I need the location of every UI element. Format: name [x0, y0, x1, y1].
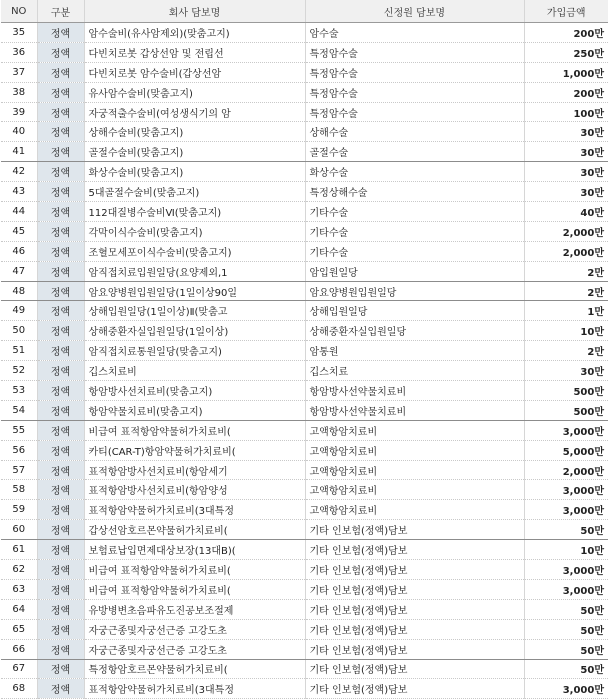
- row-kcis-coverage: 기타 인보험(정액)담보: [305, 619, 524, 639]
- row-kcis-coverage: 기타 인보험(정액)담보: [305, 639, 524, 659]
- table-row: [1, 42, 608, 62]
- row-company-coverage: 비급여 표적항암약물허가치료비(: [84, 579, 305, 599]
- row-amount: 1만: [524, 301, 608, 321]
- row-no: 35: [1, 23, 37, 43]
- row-company-coverage: 각막이식수술비(맞춤고지): [84, 221, 305, 241]
- row-type: 정액: [37, 142, 84, 162]
- row-company-coverage: 유방병변초음파유도진공보조절제: [84, 599, 305, 619]
- row-company-coverage: 항암약물치료비(맞춤고지): [84, 400, 305, 420]
- row-company-coverage: 보험료납입면제대상보장(13대B)(: [84, 540, 305, 560]
- row-kcis-coverage: 깁스치료: [305, 361, 524, 381]
- row-amount: 250만: [524, 42, 608, 62]
- row-kcis-coverage: 기타 인보험(정액)담보: [305, 599, 524, 619]
- row-kcis-coverage: 암통원: [305, 341, 524, 361]
- row-type: 정액: [37, 500, 84, 520]
- row-no: 47: [1, 261, 37, 281]
- row-company-coverage: 비급여 표적항암약물허가치료비(: [84, 420, 305, 440]
- row-amount: 3,000만: [524, 500, 608, 520]
- table-row: [1, 221, 608, 241]
- row-no: 42: [1, 162, 37, 182]
- row-no: 62: [1, 560, 37, 580]
- row-no: 66: [1, 639, 37, 659]
- row-kcis-coverage: 화상수술: [305, 162, 524, 182]
- row-company-coverage: 카티(CAR-T)항암약물허가치료비(: [84, 440, 305, 460]
- row-amount: 3,000만: [524, 579, 608, 599]
- row-no: 43: [1, 182, 37, 202]
- row-company-coverage: 항암방사선치료비(맞춤고지): [84, 381, 305, 401]
- row-kcis-coverage: 암수술: [305, 23, 524, 43]
- row-type: 정액: [37, 579, 84, 599]
- row-no: 63: [1, 579, 37, 599]
- row-amount: 2만: [524, 261, 608, 281]
- table-row: [1, 202, 608, 222]
- row-amount: 3,000만: [524, 560, 608, 580]
- row-company-coverage: 유사암수술비(맞춤고지): [84, 82, 305, 102]
- row-company-coverage: 다빈치로봇 암수술비(갑상선암: [84, 62, 305, 82]
- row-amount: 50만: [524, 520, 608, 540]
- row-company-coverage: 암직접치료통원일당(맞춤고지): [84, 341, 305, 361]
- table-row: [1, 23, 608, 43]
- table-row: [1, 241, 608, 261]
- row-company-coverage: 암요양병원입원일당(1일이상90일: [84, 281, 305, 301]
- row-company-coverage: 112대질병수술비Ⅵ(맞춤고지): [84, 202, 305, 222]
- row-amount: 2,000만: [524, 221, 608, 241]
- row-no: 56: [1, 440, 37, 460]
- row-amount: 40만: [524, 202, 608, 222]
- row-company-coverage: 표적항암방사선치료비(항암세기: [84, 460, 305, 480]
- row-kcis-coverage: 고액항암치료비: [305, 460, 524, 480]
- row-company-coverage: 골절수술비(맞춤고지): [84, 142, 305, 162]
- row-no: 49: [1, 301, 37, 321]
- row-no: 40: [1, 122, 37, 142]
- row-kcis-coverage: 특정암수술: [305, 82, 524, 102]
- row-kcis-coverage: 특정암수술: [305, 62, 524, 82]
- row-amount: 2만: [524, 341, 608, 361]
- row-type: 정액: [37, 241, 84, 261]
- row-type: 정액: [37, 281, 84, 301]
- row-amount: 50만: [524, 659, 608, 679]
- row-type: 정액: [37, 520, 84, 540]
- row-kcis-coverage: 기타수술: [305, 221, 524, 241]
- row-no: 55: [1, 420, 37, 440]
- row-type: 정액: [37, 639, 84, 659]
- row-amount: 50만: [524, 619, 608, 639]
- row-no: 37: [1, 62, 37, 82]
- row-kcis-coverage: 상해중환자실입원일당: [305, 321, 524, 341]
- row-company-coverage: 암직접치료입원일당(요양제외,1: [84, 261, 305, 281]
- table-row: [1, 560, 608, 580]
- row-company-coverage: 다빈치로봇 갑상선암 및 전립선: [84, 42, 305, 62]
- table-row: [1, 599, 608, 619]
- row-type: 정액: [37, 341, 84, 361]
- row-amount: 3,000만: [524, 480, 608, 500]
- row-type: 정액: [37, 162, 84, 182]
- table-row: [1, 261, 608, 281]
- row-kcis-coverage: 골절수술: [305, 142, 524, 162]
- row-no: 65: [1, 619, 37, 639]
- row-type: 정액: [37, 659, 84, 679]
- table-row: [1, 639, 608, 659]
- row-kcis-coverage: 특정암수술: [305, 102, 524, 122]
- row-no: 52: [1, 361, 37, 381]
- row-no: 50: [1, 321, 37, 341]
- row-type: 정액: [37, 62, 84, 82]
- header-amount: 가입금액: [524, 0, 608, 23]
- row-company-coverage: 화상수술비(맞춤고지): [84, 162, 305, 182]
- header-type: 구분: [37, 0, 84, 23]
- row-company-coverage: 비급여 표적항암약물허가치료비(: [84, 560, 305, 580]
- row-no: 68: [1, 679, 37, 699]
- row-company-coverage: 조혈모세포이식수술비(맞춤고지): [84, 241, 305, 261]
- row-amount: 3,000만: [524, 679, 608, 699]
- row-type: 정액: [37, 540, 84, 560]
- row-type: 정액: [37, 82, 84, 102]
- row-no: 46: [1, 241, 37, 261]
- table-row: [1, 420, 608, 440]
- table-header-row: [1, 0, 608, 23]
- row-kcis-coverage: 고액항암치료비: [305, 420, 524, 440]
- row-kcis-coverage: 기타 인보험(정액)담보: [305, 560, 524, 580]
- row-amount: 500만: [524, 381, 608, 401]
- row-no: 53: [1, 381, 37, 401]
- row-no: 61: [1, 540, 37, 560]
- row-type: 정액: [37, 321, 84, 341]
- row-company-coverage: 자궁근종및자궁선근증 고강도초: [84, 639, 305, 659]
- row-company-coverage: 갑상선암호르몬약물허가치료비(: [84, 520, 305, 540]
- row-amount: 3,000만: [524, 420, 608, 440]
- row-kcis-coverage: 항암방사선약물치료비: [305, 381, 524, 401]
- table-row: [1, 579, 608, 599]
- table-row: [1, 321, 608, 341]
- row-type: 정액: [37, 102, 84, 122]
- row-amount: 5,000만: [524, 440, 608, 460]
- row-kcis-coverage: 상해입원일당: [305, 301, 524, 321]
- row-type: 정액: [37, 202, 84, 222]
- row-company-coverage: 자궁근종및자궁선근증 고강도초: [84, 619, 305, 639]
- row-no: 44: [1, 202, 37, 222]
- row-company-coverage: 자궁적출수술비(여성생식기의 암: [84, 102, 305, 122]
- row-no: 45: [1, 221, 37, 241]
- row-kcis-coverage: 고액항암치료비: [305, 500, 524, 520]
- table-row: [1, 102, 608, 122]
- row-no: 48: [1, 281, 37, 301]
- row-type: 정액: [37, 182, 84, 202]
- header-no: NO: [1, 0, 37, 23]
- table-row: [1, 361, 608, 381]
- row-kcis-coverage: 특정암수술: [305, 42, 524, 62]
- row-type: 정액: [37, 460, 84, 480]
- table-row: [1, 520, 608, 540]
- row-type: 정액: [37, 440, 84, 460]
- row-kcis-coverage: 암입원일당: [305, 261, 524, 281]
- row-amount: 2만: [524, 281, 608, 301]
- row-no: 64: [1, 599, 37, 619]
- row-company-coverage: 표적항암약물허가치료비(3대특정: [84, 500, 305, 520]
- row-amount: 30만: [524, 162, 608, 182]
- row-amount: 50만: [524, 639, 608, 659]
- row-amount: 200만: [524, 82, 608, 102]
- row-no: 67: [1, 659, 37, 679]
- row-company-coverage: 상해입원일당(1일이상)Ⅱ(맞춤고: [84, 301, 305, 321]
- row-kcis-coverage: 기타 인보험(정액)담보: [305, 540, 524, 560]
- table-row: [1, 122, 608, 142]
- row-type: 정액: [37, 42, 84, 62]
- row-amount: 10만: [524, 321, 608, 341]
- row-type: 정액: [37, 261, 84, 281]
- row-amount: 30만: [524, 122, 608, 142]
- row-company-coverage: 상해중환자실입원일당(1일이상): [84, 321, 305, 341]
- table-row: [1, 500, 608, 520]
- table-row: [1, 480, 608, 500]
- table-row: [1, 82, 608, 102]
- row-no: 59: [1, 500, 37, 520]
- row-type: 정액: [37, 221, 84, 241]
- row-amount: 30만: [524, 182, 608, 202]
- row-kcis-coverage: 기타 인보험(정액)담보: [305, 520, 524, 540]
- row-type: 정액: [37, 619, 84, 639]
- row-kcis-coverage: 고액항암치료비: [305, 440, 524, 460]
- row-no: 57: [1, 460, 37, 480]
- header-company-coverage: 회사 담보명: [84, 0, 305, 23]
- table-row: [1, 182, 608, 202]
- row-type: 정액: [37, 301, 84, 321]
- header-kcis-coverage: 신정원 담보명: [305, 0, 524, 23]
- row-kcis-coverage: 기타수술: [305, 241, 524, 261]
- row-kcis-coverage: 기타 인보험(정액)담보: [305, 679, 524, 699]
- row-type: 정액: [37, 480, 84, 500]
- row-company-coverage: 표적항암방사선치료비(항암양성: [84, 480, 305, 500]
- table-row: [1, 619, 608, 639]
- row-amount: 1,000만: [524, 62, 608, 82]
- row-type: 정액: [37, 560, 84, 580]
- row-kcis-coverage: 기타 인보험(정액)담보: [305, 659, 524, 679]
- row-amount: 50만: [524, 599, 608, 619]
- row-kcis-coverage: 상해수술: [305, 122, 524, 142]
- table-row: [1, 679, 608, 699]
- row-company-coverage: 특정항암호르몬약물허가치료비(: [84, 659, 305, 679]
- row-no: 38: [1, 82, 37, 102]
- row-amount: 2,000만: [524, 460, 608, 480]
- table-row: [1, 301, 608, 321]
- row-type: 정액: [37, 381, 84, 401]
- row-no: 54: [1, 400, 37, 420]
- table-row: [1, 460, 608, 480]
- row-kcis-coverage: 기타 인보험(정액)담보: [305, 579, 524, 599]
- row-no: 60: [1, 520, 37, 540]
- row-type: 정액: [37, 599, 84, 619]
- row-kcis-coverage: 항암방사선약물치료비: [305, 400, 524, 420]
- row-amount: 200만: [524, 23, 608, 43]
- coverage-table: [1, 0, 608, 699]
- row-type: 정액: [37, 122, 84, 142]
- table-row: [1, 62, 608, 82]
- row-kcis-coverage: 암요양병원입원일당: [305, 281, 524, 301]
- row-no: 41: [1, 142, 37, 162]
- table-row: [1, 440, 608, 460]
- row-type: 정액: [37, 23, 84, 43]
- row-kcis-coverage: 특정상해수술: [305, 182, 524, 202]
- table-row: [1, 400, 608, 420]
- row-type: 정액: [37, 420, 84, 440]
- row-type: 정액: [37, 679, 84, 699]
- row-company-coverage: 5대골절수술비(맞춤고지): [84, 182, 305, 202]
- table-row: [1, 142, 608, 162]
- row-no: 36: [1, 42, 37, 62]
- row-amount: 30만: [524, 142, 608, 162]
- row-no: 51: [1, 341, 37, 361]
- table-row: [1, 659, 608, 679]
- row-amount: 30만: [524, 361, 608, 381]
- row-amount: 500만: [524, 400, 608, 420]
- row-no: 58: [1, 480, 37, 500]
- table-row: [1, 162, 608, 182]
- table-row: [1, 281, 608, 301]
- row-type: 정액: [37, 361, 84, 381]
- row-company-coverage: 표적항암약물허가치료비(3대특정: [84, 679, 305, 699]
- row-type: 정액: [37, 400, 84, 420]
- table-row: [1, 540, 608, 560]
- row-company-coverage: 상해수술비(맞춤고지): [84, 122, 305, 142]
- row-amount: 2,000만: [524, 241, 608, 261]
- table-row: [1, 341, 608, 361]
- row-company-coverage: 깁스치료비: [84, 361, 305, 381]
- row-no: 39: [1, 102, 37, 122]
- row-amount: 100만: [524, 102, 608, 122]
- table-row: [1, 381, 608, 401]
- row-amount: 10만: [524, 540, 608, 560]
- row-kcis-coverage: 기타수술: [305, 202, 524, 222]
- row-kcis-coverage: 고액항암치료비: [305, 480, 524, 500]
- row-company-coverage: 암수술비(유사암제외)(맞춤고지): [84, 23, 305, 43]
- table-body: [1, 23, 608, 699]
